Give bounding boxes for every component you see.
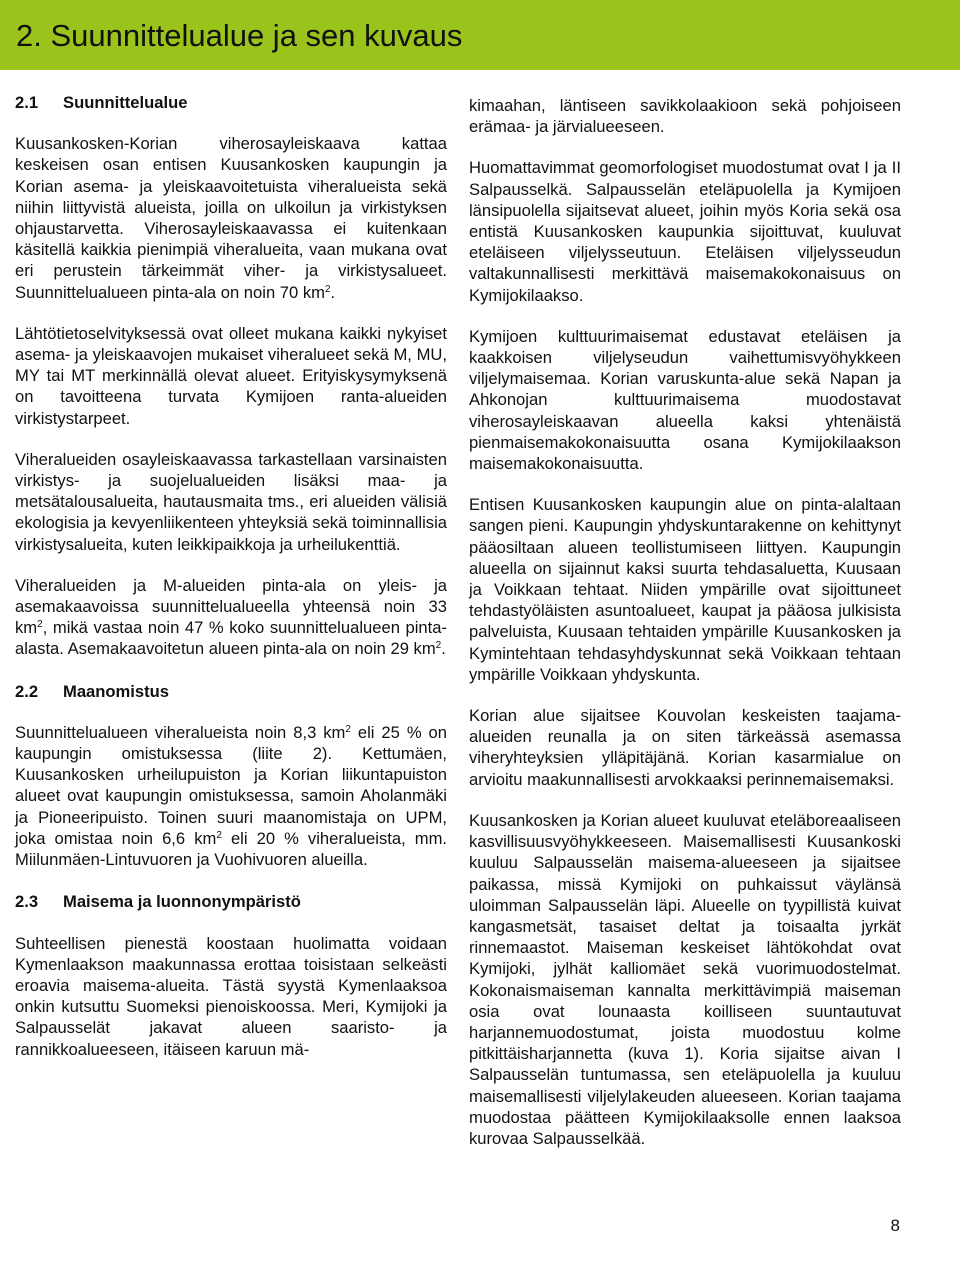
- section-heading-2-1: [15, 92, 447, 113]
- section-heading-2-3: [15, 891, 447, 912]
- right-column: [469, 95, 901, 1169]
- paragraph: Suhteellisen pienestä koostaan huolimatta voidaan Kymenlaakson maakunnassa erottaa toisistaan selkeästi eroavia maisema-alueita. Tästä syystä Kymenlaaksoa onkin kutsuttu Suomeksi pienoiskoossa. Meri, Kymijoki ja Salpausselät jakavat alueen saaristo- ja rannikkoalueeseen, itäiseen karuun mä-: [15, 933, 447, 1059]
- paragraph: [15, 575, 447, 660]
- paragraph: Entisen Kuusankosken kaupungin alue on pinta-alaltaan sangen pieni. Kaupungin yhdyskuntarakenne on kehittynyt pääosiltaan alueen teollistumiseen liittyen. Kaupungin alueella on sijainnut kaksi suurta tehdasaluetta, Kuusaan ja Voikkaan tehtaat. Niiden ympärille ovat sijoittuneet tehdastyöläisten asuntoalueet, kaupat ja pääosa julkisista palveluista, Kuusaan tehtaiden ympärille Kuusankosken ja Kymintehtaan tehdasyhdyskunnat sekä Voikkaan tehtaan ympärille Voikkaan yhdyskunta.: [469, 495, 901, 684]
- left-column: [15, 92, 447, 1080]
- section-title: Suunnittelualue: [63, 93, 188, 112]
- paragraph: Kymijoen kulttuurimaisemat edustavat eteläisen ja kaakkoisen viljelyseudun vaihettumisvyöhykkeen viljelymaisemaa. Korian varuskunta-alue sekä Napan ja Ahkonojan kulttuurimaisema muodostavat viherosayleiskaavan alueella kaksi yhtenäistä pienmaisemakokonaisuutta osana Kymijokilaakson maisemakokonaisuutta.: [469, 326, 901, 474]
- superscript: 2: [345, 723, 351, 735]
- page-number: 8: [890, 1216, 900, 1235]
- superscript: 2: [37, 619, 43, 631]
- paragraph: kimaahan, läntiseen savikkolaakioon sekä pohjoiseen erämaa- ja järvialueeseen.: [469, 96, 901, 137]
- paragraph: Kuusankosken ja Korian alueet kuuluvat eteläboreaaliseen kasvillisuusvyöhykkeeseen. Maisemallisesti Kuusankoski kuuluu Salpausselän maisema-alueeseen ja sijaitsee paikassa, missä Kymijoki on puhkaissut väylänsä uloimman Salpausselän läpi. Alueelle on tyypillistä kuivat kangasmetsät, tasaiset deltat ja toisaalta jyrkät rinnemaastot. Maiseman keskeiset lähtökohdat ovat Kymijoki, jylhät kalliomäet sekä vuorimuodostelmat. Kokonaismaiseman kannalta merkittävimpiä maiseman osia ovat lounaasta koilliseen suuntautuvat harjannemuodostumat, joista muodostuu kolme pitkittäisharjannetta (kuva 1). Koria sijaitse aivan I Salpausselän tuntumassa, sen eteläpuolella ja kuuluu maisemallisesti viljelylakeuden alueeseen. Korian taajama muodostaa päätteen Kymijokilaaksolle ennen laaksoa kurovaa Salpausselkää.: [469, 810, 901, 1148]
- chapter-header-band: [0, 0, 960, 70]
- paragraph: Korian alue sijaitsee Kouvolan keskeisten taajama-alueiden reunalla ja on siten tärkeässä asemassa viheryhteyksien ylläpitäjänä. Korian kasarmialue on arvioitu maakunnallisesti arvokkaaksi perinnemaisemaksi.: [469, 706, 901, 789]
- section-title: Maisema ja luonnonympäristö: [63, 892, 301, 912]
- paragraph: Lähtötietoselvityksessä ovat olleet mukana kaikki nykyiset asema- ja yleiskaavojen mukaiset viheralueet sekä M, MU, MY tai MT merkinnällä olevat alueet. Erityiskysymyksenä on tavoitteena turvata Kymijoen ranta-alueiden virkistystarpeet.: [15, 323, 447, 428]
- paragraph-text: .: [441, 639, 446, 659]
- paragraph-text: Kuusankosken-Korian viherosayleiskaava kattaa keskeisen osan entisen Kuusankosken kaupungin ja Korian asema- ja yleiskaavoitetuista viheralueista sekä niihin liittyvistä alueista, joilla on ulkoilun ja virkistyksen ohjaustarvetta. Viherosayleiskaavassa ei kuitenkaan käsitellä kaikkia pienimpiä viheralueita, vaan mukana ovat eri perustein tärkeimmät viher- ja virkistysalueet. Suunnittelualueen pinta-ala on noin 70 km: [15, 134, 447, 302]
- superscript: 2: [435, 640, 442, 652]
- superscript: 2: [324, 283, 331, 295]
- superscript: 2: [216, 829, 222, 841]
- section-heading-2-2: [15, 681, 447, 702]
- paragraph-text: eli 25 % on kaupungin omistuksessa (liite 2). Kettumäen, Kuusankosken urheilupuiston ja Korian liikuntapuiston alueet ovat kaupungin omistuksessa, samoin Aholanmäki ja Pioneeripuisto. Toinen suuri maanomistaja on UPM, joka omistaa noin 6,6 km: [15, 722, 447, 848]
- paragraph: [15, 722, 447, 870]
- paragraph-text: Viheralueiden ja M-alueiden pinta-ala on yleis- ja asemakaavoissa suunnittelualueella yhteensä noin 33 km: [15, 575, 447, 638]
- section-number: 2.2: [15, 681, 39, 701]
- paragraph-text: .: [330, 282, 336, 302]
- section-number: 2.3: [15, 892, 39, 912]
- paragraph: [15, 133, 447, 303]
- paragraph: Viheralueiden osayleiskaavassa tarkastellaan varsinaisten virkistys- ja suojelualueiden lisäksi maa- ja metsätalousalueita, hautausmaita tms., eri alueiden välisiä ekologisia ja kevyenliikenteen yhteyksiä sekä toiminnallisia virkistysalueita, kuten leikkipaikkoja ja urheilukenttiä.: [15, 449, 447, 554]
- chapter-title: 2. Suunnittelualue ja sen kuvaus: [16, 18, 463, 53]
- section-title: Maanomistus: [63, 681, 170, 701]
- paragraph: Huomattavimmat geomorfologiset muodostumat ovat I ja II Salpausselkä. Salpausselän eteläpuolella ja Kymijoen länsipuolella sijaitsevat alueet, joihin myös Koria sekä osa entistä Kuusankosken kaupunkia sijoittuvat, kuuluvat eteläiseen viljelysseutuun. Eteläisen viljelysseudun valtakunnallisesti merkittävä maisemakokonaisuus on Kymijokilaakso.: [469, 158, 901, 305]
- paragraph-text: Suunnittelualueen viheralueista noin 8,3 km: [15, 722, 346, 742]
- paragraph-text: , mikä vastaa noin 47 % koko suunnittelualueen pinta-alasta. Asemakaavoitetun alueen pinta-ala on noin 29 km: [15, 618, 447, 659]
- paragraph-text: eli 20 % viheralueista, mm. Miilunmäen-Lintuvuoren ja Vuohivuoren alueilla.: [15, 828, 447, 870]
- section-number: 2.1: [15, 93, 39, 112]
